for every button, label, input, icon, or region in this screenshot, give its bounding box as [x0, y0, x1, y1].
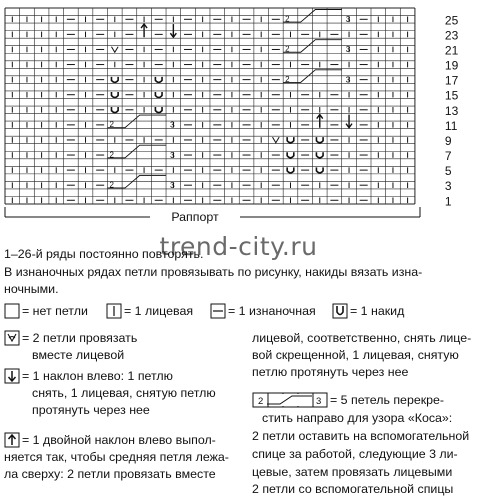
legend-yo: = 1 накид: [350, 304, 405, 318]
legend-cable-2: стить направо для узора «Коса»:: [262, 411, 453, 425]
note-wrong-side-cont: ночными.: [4, 282, 59, 296]
row-number: 1: [444, 194, 452, 209]
cable-start-label: 2: [285, 14, 290, 24]
cable-start-label: 2: [109, 150, 114, 160]
legend-double-dec: = 1 двойной наклон влево выпол-: [22, 433, 216, 447]
legend-k2tog: = 2 петли провязать: [22, 331, 138, 345]
row-number: 19: [444, 58, 459, 73]
cable-number-label: 3: [170, 179, 175, 190]
double-decrease-arrow-up-icon: [4, 432, 20, 448]
row-number: 7: [444, 149, 452, 164]
cable-cross-icon: [252, 392, 328, 408]
cable-start-label: 2: [285, 74, 290, 84]
row-number: 15: [444, 88, 459, 103]
cable-icon-left-label: 2: [258, 396, 264, 407]
legend-ssk-3: протянуть через нее: [32, 403, 150, 417]
row-number: 17: [444, 73, 459, 88]
ssk-arrow-down-icon: [4, 368, 20, 384]
cable-number-label: 3: [345, 74, 351, 85]
note-repeat: 1–26-й ряды постоянно повторять.: [4, 247, 204, 261]
repeat-bracket: [5, 207, 420, 224]
cable-number-label: 3: [345, 44, 351, 55]
cable-number-label: 3: [170, 119, 175, 130]
cable-number-label: 3: [170, 149, 175, 160]
row-number: 25: [444, 13, 459, 28]
legend-cable-3: 2 петли оставить на вспомогательной: [252, 429, 470, 443]
cable-number-label: 3: [345, 14, 351, 25]
legend-purl: = 1 изнаночная: [228, 304, 316, 318]
legend-double-dec-cont-1: лицевой, соответственно, снять лице-: [252, 331, 472, 345]
cable-start-label: 2: [285, 44, 290, 54]
legend-empty: = нет петли: [22, 304, 88, 318]
legend-double-dec-cont-3: петлю протянуть через нее: [252, 365, 409, 379]
legend-ssk: = 1 наклон влево: 1 петлю: [22, 369, 173, 383]
legend-double-dec-2: няется так, чтобы средняя петля лежа-: [4, 450, 229, 464]
chart-grid-lines: [5, 8, 415, 204]
note-wrong-side: В изнаночных рядах петли провязывать по рисунку, накиды вязать изна-: [4, 265, 423, 279]
legend-cable-4: спице за работой, следующие 3 ли-: [252, 447, 458, 461]
legend-k2tog-cont: вместе лицевой: [32, 348, 125, 362]
legend-cable-5: цевые, затем провязать лицевыми: [252, 465, 453, 479]
legend-ssk-2: снять, 1 лицевая, снятую петлю: [32, 386, 216, 400]
row-number: 9: [444, 133, 452, 148]
legend-double-dec-3: ла сверху: 2 петли провязать вместе: [4, 467, 216, 481]
row-number: 5: [444, 164, 452, 179]
row-numbers: [445, 13, 459, 208]
knit-stitch-icon: [106, 303, 122, 319]
knitting-chart: [0, 0, 477, 230]
k2tog-icon: [4, 330, 20, 346]
cable-icon-right-label: 3: [316, 396, 322, 407]
cable-start-label: 2: [109, 120, 114, 130]
empty-cell-icon: [4, 303, 20, 319]
row-number: 23: [444, 28, 459, 43]
repeat-label: Раппорт: [171, 210, 219, 224]
legend-cable: = 5 петель перекре-: [330, 393, 445, 407]
row-number: 11: [444, 118, 458, 133]
purl-stitch-icon: [210, 303, 226, 319]
row-number: 13: [444, 103, 459, 118]
yarn-over-icon: [332, 303, 348, 319]
row-number: 3: [444, 179, 452, 194]
legend-double-dec-cont-2: вой скрещенной, 1 лицевая, снятую: [252, 348, 459, 362]
watermark: trend-city.ru: [159, 232, 318, 261]
legend-cable-6: 2 петли со вспомогательной спицы: [252, 482, 454, 496]
row-number: 21: [444, 43, 459, 58]
cable-start-label: 2: [109, 180, 114, 190]
legend-knit: = 1 лицевая: [124, 304, 194, 318]
